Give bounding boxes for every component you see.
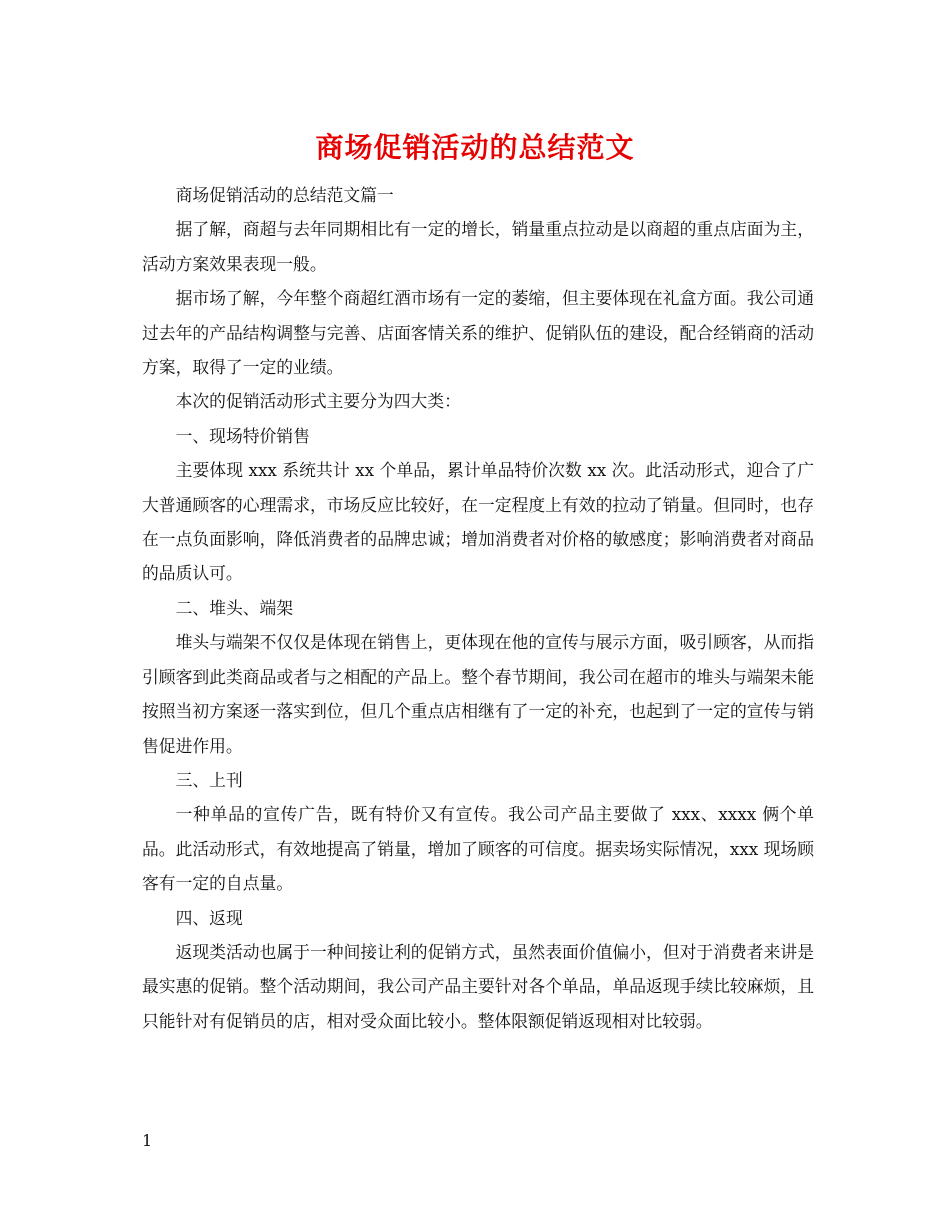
paragraph: 据了解，商超与去年同期相比有一定的增长，销量重点拉动是以商超的重点店面为主，活动方案效果表现一般。 — [142, 219, 814, 274]
paragraph-subheading: 二、堆头、端架 — [175, 597, 294, 618]
paragraph: 主要体现 xxx 系统共计 xx 个单品，累计单品特价次数 xx 次。此活动形式，迎合了广大普通顾客的心理需求，市场反应比较好，在一定程度上有效的拉动了销量。但同时，也存在一点负面影响，降低消费者的品牌忠诚；增加消费者对价格的敏感度；影响消费者对商品的品质认可。 — [142, 460, 814, 584]
paragraph: 堆头与端架不仅仅是体现在销售上，更体现在他的宣传与展示方面，吸引顾客，从而指引顾客到此类商品或者与之相配的产品上。整个春节期间，我公司在超市的堆头与端架未能按照当初方案逐一落实到位，但几个重点店相继有了一定的补充，也起到了一定的宣传与销售促进作用。 — [142, 632, 814, 756]
paragraph-subheading: 一、现场特价销售 — [175, 425, 310, 446]
paragraph-section-heading: 商场促销活动的总结范文篇一 — [175, 185, 394, 205]
paragraph-subheading: 四、返现 — [175, 907, 243, 928]
page-number: 1 — [142, 1131, 153, 1150]
paragraph: 本次的促销活动形式主要分为四大类： — [175, 391, 461, 412]
document-title: 商场促销活动的总结范文 — [315, 131, 635, 164]
paragraph: 一种单品的宣传广告，既有特价又有宣传。我公司产品主要做了 xxx、xxxx 俩个单品。此活动形式，有效地提高了销量，增加了顾客的可信度。据卖场实际情况，xxx 现场顾客有一定的自点量。 — [142, 804, 814, 894]
paragraph: 返现类活动也属于一种间接让利的促销方式，虽然表面价值偏小，但对于消费者来讲是最实惠的促销。整个活动期间，我公司产品主要针对各个单品，单品返现手续比较麻烦，且只能针对有促销员的店，相对受众面比较小。整体限额促销返现相对比较弱。 — [142, 941, 814, 1031]
paragraph: 据市场了解，今年整个商超红酒市场有一定的萎缩，但主要体现在礼盒方面。我公司通过去年的产品结构调整与完善、店面客情关系的维护、促销队伍的建设，配合经销商的活动方案，取得了一定的业绩。 — [142, 288, 814, 378]
document-body — [142, 178, 814, 1038]
paragraph-subheading: 三、上刊 — [175, 769, 243, 790]
